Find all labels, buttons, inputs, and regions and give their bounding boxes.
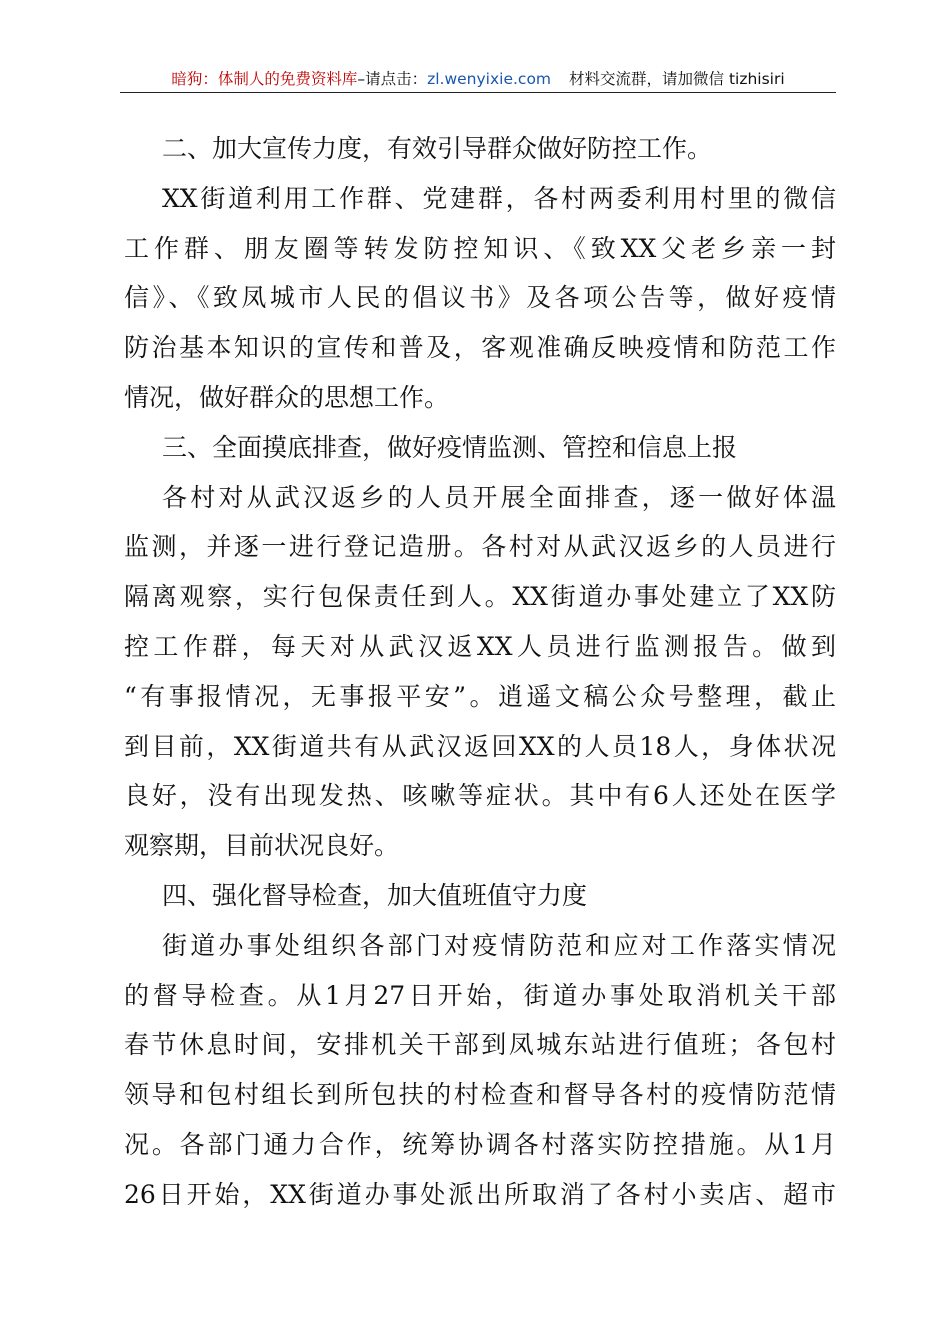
page-header [120,66,836,93]
text-line: 的督导检查。从1月27日开始，街道办事处取消机关干部 [124,980,836,1010]
header-click-prompt: –请点击： [357,70,428,88]
text-line: 领导和包村组长到所包扶的村检查和督导各村的疫情防范情 [124,1080,836,1110]
header-site-name: 暗狗：体制人的免费资料库 [171,70,358,88]
text-line: 监测，并逐一进行登记造册。各村对从武汉返乡的人员进行 [124,532,836,562]
header-site-link[interactable]: zl.wenyixie.com [427,70,552,88]
text-line: 防治基本知识的宣传和普及，客观准确反映疫情和防范工作 [124,333,836,363]
text-line: 各村对从武汉返乡的人员开展全面排查，逐一做好体温 [162,482,836,512]
text-line: 街道办事处组织各部门对疫情防范和应对工作落实情况 [162,930,836,960]
document-body [124,124,836,1220]
text-line: 信》、《致凤城市人民的倡议书》及各项公告等，做好疫情 [124,283,836,313]
text-line: 情况，做好群众的思想工作。 [124,382,450,412]
text-line: 工作群、朋友圈等转发防控知识、《致XX父老乡亲一封 [124,233,836,263]
text-line: 26日开始，XX街道办事处派出所取消了各村小卖店、超市 [124,1179,836,1209]
section-heading-4: 四、强化督导检查，加大值班值守力度 [162,880,588,910]
text-line: 隔离观察，实行包保责任到人。XX街道办事处建立了XX防 [124,582,836,612]
text-line: 况。各部门通力合作，统筹协调各村落实防控措施。从1月 [124,1129,836,1159]
text-line: 到目前，XX街道共有从武汉返回XX的人员18人，身体状况 [124,731,836,761]
section-heading-2: 二、加大宣传力度，有效引导群众做好防控工作。 [162,134,713,163]
section-heading-3: 三、全面摸底排查，做好疫情监测、管控和信息上报 [162,432,738,462]
header-wechat-note: 材料交流群，请加微信 tizhisiri [569,70,785,88]
text-line: XX街道利用工作群、党建群，各村两委利用村里的微信 [162,183,836,213]
text-line: 良好，没有出现发热、咳嗽等症状。其中有6人还处在医学 [124,781,836,811]
text-line: 春节休息时间，安排机关干部到凤城东站进行值班；各包村 [124,1030,836,1060]
text-line: “有事报情况，无事报平安”。逍遥文稿公众号整理，截止 [124,681,836,711]
text-line: 控工作群，每天对从武汉返XX人员进行监测报告。做到 [124,631,836,661]
text-line: 观察期，目前状况良好。 [124,831,400,861]
